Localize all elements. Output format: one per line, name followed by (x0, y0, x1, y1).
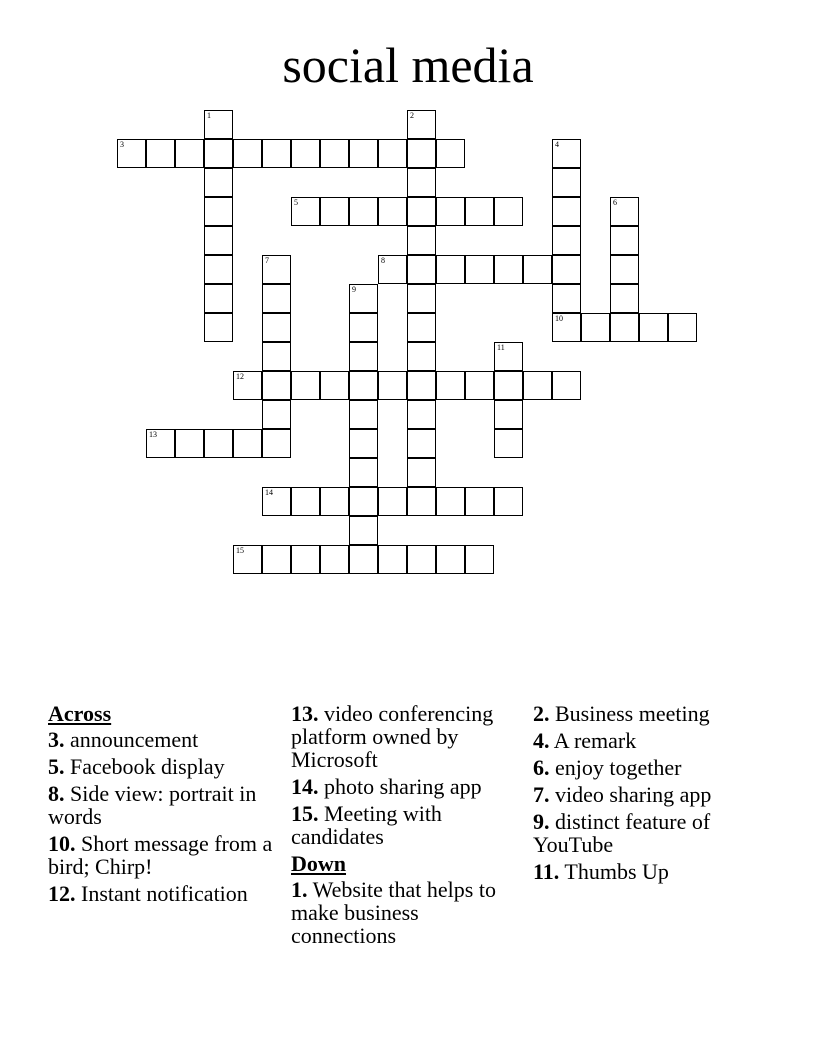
grid-cell[interactable] (407, 400, 436, 429)
clue-text: distinct feature of YouTube (533, 809, 711, 857)
across-clue (48, 832, 274, 878)
grid-cell[interactable] (378, 487, 407, 516)
grid-cell[interactable] (349, 487, 378, 516)
across-clue (48, 755, 274, 778)
clue-number-label: 4 (555, 140, 559, 149)
clue-number-label: 12 (236, 372, 244, 381)
clue-number-label: 3 (120, 140, 124, 149)
clues-column-2 (291, 702, 517, 951)
grid-cell[interactable] (204, 197, 233, 226)
grid-cell[interactable] (407, 139, 436, 168)
clue-number: 2. (533, 701, 550, 726)
clue-text: Business meeting (549, 701, 710, 726)
clue-number: 9. (533, 809, 550, 834)
grid-cell[interactable] (349, 284, 378, 313)
clue-text: announcement (64, 727, 199, 752)
clue-text: A remark (549, 728, 637, 753)
clues-column-1 (48, 702, 274, 909)
grid-cell[interactable] (349, 313, 378, 342)
grid-cell[interactable] (233, 429, 262, 458)
grid-cell[interactable] (262, 487, 291, 516)
clue-number-label: 5 (294, 198, 298, 207)
clue-text: Thumbs Up (559, 859, 669, 884)
grid-cell[interactable] (581, 313, 610, 342)
grid-cell[interactable] (175, 429, 204, 458)
grid-cell[interactable] (204, 226, 233, 255)
clue-number-label: 7 (265, 256, 269, 265)
clue-section-header: Across (48, 701, 112, 726)
grid-cell[interactable] (436, 487, 465, 516)
grid-cell[interactable] (407, 197, 436, 226)
grid-cell[interactable] (639, 313, 668, 342)
grid-cell[interactable] (436, 139, 465, 168)
clue-text: Side view: portrait in words (48, 781, 257, 829)
down-clue (533, 810, 773, 856)
down-clue (533, 729, 773, 752)
grid-cell[interactable] (494, 371, 523, 400)
grid-cell[interactable] (204, 110, 233, 139)
clue-text: video sharing app (549, 782, 712, 807)
grid-cell[interactable] (523, 255, 552, 284)
grid-cell[interactable] (146, 139, 175, 168)
clue-number: 15. (291, 801, 319, 826)
grid-cell[interactable] (262, 371, 291, 400)
across-clue (291, 775, 517, 798)
grid-cell[interactable] (407, 168, 436, 197)
clue-text: video conferencing platform owned by Microsoft (291, 701, 494, 772)
clue-number-label: 2 (410, 111, 414, 120)
grid-cell[interactable] (407, 545, 436, 574)
across-clue (291, 802, 517, 848)
clue-number: 10. (48, 831, 76, 856)
grid-cell[interactable] (349, 139, 378, 168)
grid-cell[interactable] (320, 487, 349, 516)
clue-number: 13. (291, 701, 319, 726)
grid-cell[interactable] (552, 284, 581, 313)
grid-cell[interactable] (378, 545, 407, 574)
clue-text: Meeting with candidates (291, 801, 442, 849)
clue-text: Website that helps to make business connections (291, 877, 496, 948)
grid-cell[interactable] (436, 255, 465, 284)
grid-cell[interactable] (436, 371, 465, 400)
clue-number-label: 14 (265, 488, 273, 497)
clues-column-3 (533, 702, 773, 887)
clue-text: Facebook display (64, 754, 225, 779)
grid-cell[interactable] (552, 313, 581, 342)
grid-cell[interactable] (552, 139, 581, 168)
clue-number: 7. (533, 782, 550, 807)
grid-cell[interactable] (407, 255, 436, 284)
grid-cell[interactable] (407, 313, 436, 342)
grid-cell[interactable] (262, 313, 291, 342)
clue-section-header: Down (291, 851, 347, 876)
grid-cell[interactable] (407, 487, 436, 516)
grid-cell[interactable] (320, 139, 349, 168)
clue-number: 12. (48, 881, 76, 906)
grid-cell[interactable] (407, 342, 436, 371)
grid-cell[interactable] (465, 487, 494, 516)
grid-cell[interactable] (552, 371, 581, 400)
down-clue (291, 878, 517, 947)
clue-text: photo sharing app (318, 774, 482, 799)
grid-cell[interactable] (552, 197, 581, 226)
grid-cell[interactable] (349, 458, 378, 487)
across-clue (48, 728, 274, 751)
grid-cell[interactable] (494, 400, 523, 429)
grid-cell[interactable] (262, 139, 291, 168)
grid-cell[interactable] (262, 429, 291, 458)
clue-number-label: 1 (207, 111, 211, 120)
grid-cell[interactable] (407, 226, 436, 255)
grid-cell[interactable] (204, 255, 233, 284)
grid-cell[interactable] (407, 371, 436, 400)
grid-cell[interactable] (494, 429, 523, 458)
grid-cell[interactable] (204, 139, 233, 168)
grid-cell[interactable] (349, 197, 378, 226)
clue-number-label: 6 (613, 198, 617, 207)
grid-cell[interactable] (610, 197, 639, 226)
grid-cell[interactable] (407, 429, 436, 458)
grid-cell[interactable] (233, 139, 262, 168)
clue-number-label: 15 (236, 546, 244, 555)
clue-number-label: 9 (352, 285, 356, 294)
across-clue (48, 882, 274, 905)
grid-cell[interactable] (291, 487, 320, 516)
clue-number: 8. (48, 781, 65, 806)
grid-cell[interactable] (291, 545, 320, 574)
grid-cell[interactable] (523, 371, 552, 400)
grid-cell[interactable] (291, 139, 320, 168)
grid-cell[interactable] (378, 139, 407, 168)
grid-cell[interactable] (204, 168, 233, 197)
grid-cell[interactable] (610, 255, 639, 284)
clue-number: 5. (48, 754, 65, 779)
grid-cell[interactable] (349, 429, 378, 458)
grid-cell[interactable] (668, 313, 697, 342)
grid-cell[interactable] (610, 313, 639, 342)
grid-cell[interactable] (146, 429, 175, 458)
grid-cell[interactable] (204, 429, 233, 458)
down-clue (533, 702, 773, 725)
grid-cell[interactable] (465, 545, 494, 574)
grid-cell[interactable] (378, 197, 407, 226)
grid-cell[interactable] (407, 458, 436, 487)
grid-cell[interactable] (291, 197, 320, 226)
grid-cell[interactable] (262, 284, 291, 313)
puzzle-title: social media (282, 37, 534, 93)
clue-number: 11. (533, 859, 560, 884)
grid-cell[interactable] (349, 400, 378, 429)
grid-cell[interactable] (262, 342, 291, 371)
clue-number-label: 10 (555, 314, 563, 323)
grid-cell[interactable] (175, 139, 204, 168)
grid-cell[interactable] (262, 545, 291, 574)
clue-number: 14. (291, 774, 319, 799)
clue-number: 6. (533, 755, 550, 780)
grid-cell[interactable] (436, 545, 465, 574)
across-clue (291, 702, 517, 771)
clue-number: 1. (291, 877, 308, 902)
clue-text: Instant notification (75, 881, 248, 906)
grid-cell[interactable] (320, 545, 349, 574)
down-clue (533, 756, 773, 779)
grid-cell[interactable] (465, 255, 494, 284)
grid-cell[interactable] (349, 516, 378, 545)
down-clue (533, 783, 773, 806)
clue-number-label: 8 (381, 256, 385, 265)
grid-cell[interactable] (610, 284, 639, 313)
grid-cell[interactable] (262, 255, 291, 284)
down-clue (533, 860, 773, 883)
clue-number: 4. (533, 728, 550, 753)
grid-cell[interactable] (320, 197, 349, 226)
grid-cell[interactable] (610, 226, 639, 255)
grid-cell[interactable] (552, 168, 581, 197)
grid-cell[interactable] (378, 255, 407, 284)
grid-cell[interactable] (204, 284, 233, 313)
grid-cell[interactable] (320, 371, 349, 400)
clue-number-label: 13 (149, 430, 157, 439)
grid-cell[interactable] (407, 284, 436, 313)
grid-cell[interactable] (262, 400, 291, 429)
grid-cell[interactable] (494, 487, 523, 516)
grid-cell[interactable] (552, 255, 581, 284)
grid-cell[interactable] (378, 371, 407, 400)
grid-cell[interactable] (349, 545, 378, 574)
clue-text: enjoy together (549, 755, 682, 780)
grid-cell[interactable] (465, 197, 494, 226)
grid-cell[interactable] (233, 545, 262, 574)
grid-cell[interactable] (349, 371, 378, 400)
grid-cell[interactable] (494, 255, 523, 284)
grid-cell[interactable] (436, 197, 465, 226)
clue-number-label: 11 (497, 343, 505, 352)
grid-cell[interactable] (204, 313, 233, 342)
grid-cell[interactable] (407, 110, 436, 139)
grid-cell[interactable] (291, 371, 320, 400)
grid-cell[interactable] (117, 139, 146, 168)
grid-cell[interactable] (494, 197, 523, 226)
grid-cell[interactable] (233, 371, 262, 400)
grid-cell[interactable] (465, 371, 494, 400)
grid-cell[interactable] (552, 226, 581, 255)
clue-number: 3. (48, 727, 65, 752)
across-clue (48, 782, 274, 828)
clue-text: Short message from a bird; Chirp! (48, 831, 273, 879)
grid-cell[interactable] (349, 342, 378, 371)
grid-cell[interactable] (494, 342, 523, 371)
